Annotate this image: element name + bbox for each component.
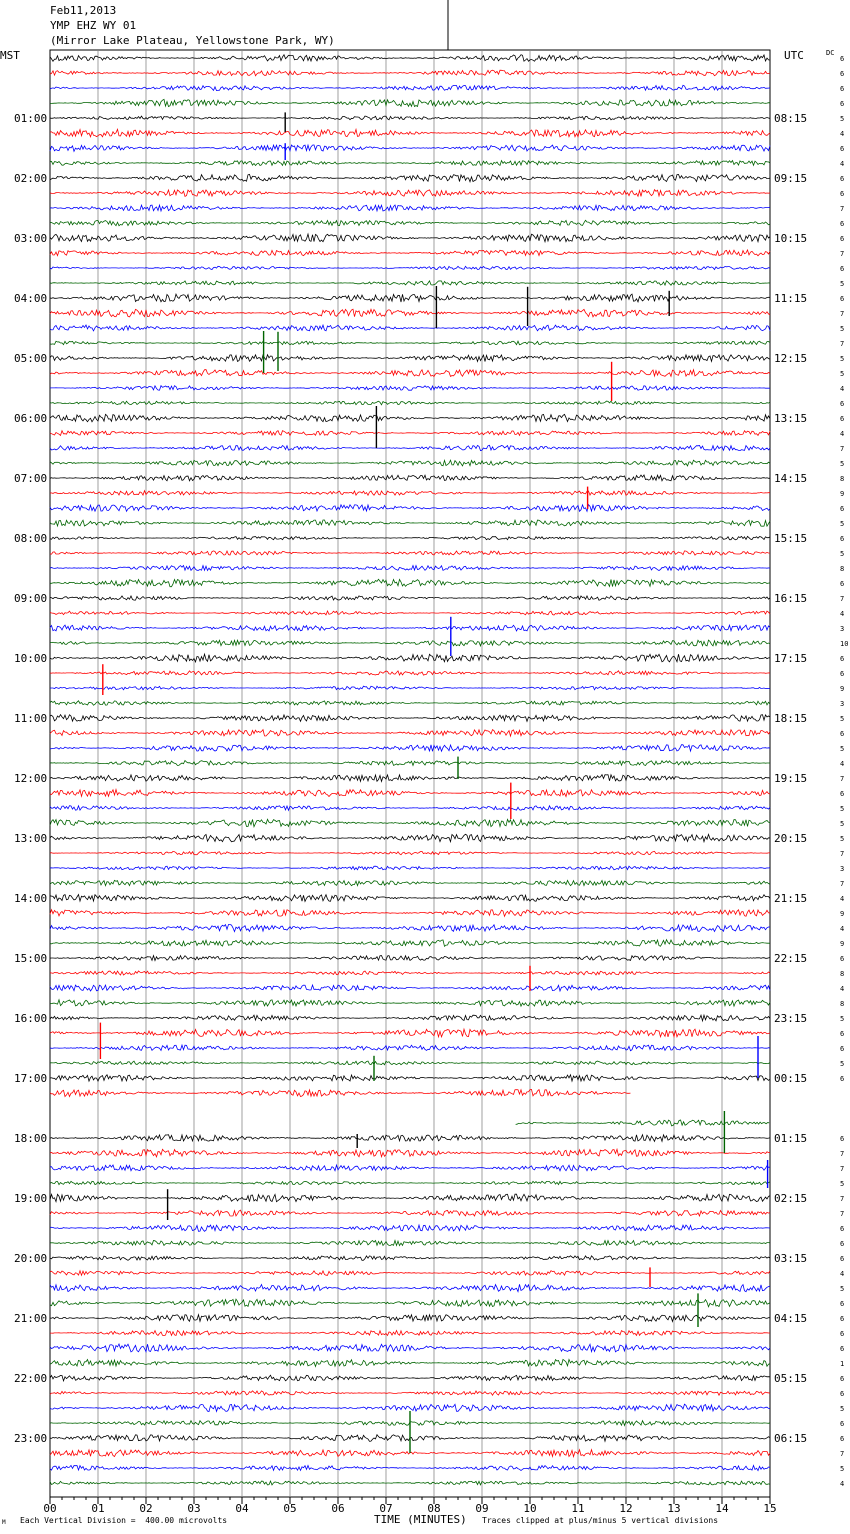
seismic-trace-row	[50, 761, 770, 766]
seismic-trace-row	[50, 895, 770, 902]
seismic-trace-row	[50, 1241, 770, 1246]
row-dc-value: 5	[840, 715, 845, 723]
row-dc-value: 5	[840, 280, 845, 288]
seismic-trace-row	[50, 1375, 770, 1381]
row-dc-value: 5	[840, 115, 845, 123]
row-dc-value: 6	[840, 70, 845, 78]
seismic-trace-row	[50, 1344, 770, 1352]
mst-hour-label: 16:00	[14, 1012, 48, 1025]
mst-hour-label: 03:00	[14, 232, 48, 245]
x-axis-label: TIME (MINUTES)	[374, 1513, 467, 1526]
seismic-trace-row	[50, 745, 770, 752]
seismic-trace-row	[50, 355, 770, 362]
row-dc-value: 6	[840, 1255, 845, 1263]
utc-hour-label: 21:15	[774, 892, 808, 905]
x-tick-label: 07	[379, 1502, 393, 1515]
seismic-trace-row	[50, 1284, 770, 1291]
row-dc-value: 5	[840, 1405, 845, 1413]
seismic-trace-row	[50, 505, 770, 512]
seismic-trace-row	[50, 640, 770, 646]
x-tick-label: 05	[283, 1502, 297, 1515]
seismic-trace-row	[50, 129, 770, 137]
row-dc-value: 7	[840, 1165, 845, 1173]
row-dc-value: 5	[840, 1285, 845, 1293]
row-dc-value: 4	[840, 430, 845, 438]
seismic-trace-row	[50, 99, 770, 106]
seismic-trace-row	[50, 1404, 770, 1411]
seismic-trace-row	[50, 686, 770, 690]
seismic-trace-row	[50, 775, 770, 782]
utc-hour-label: 05:15	[774, 1372, 808, 1385]
row-dc-value: 6	[840, 145, 845, 153]
mst-hour-label: 14:00	[14, 892, 48, 905]
seismic-trace-row	[50, 834, 770, 842]
mst-hour-label: 09:00	[14, 592, 48, 605]
utc-hour-label: 16:15	[774, 592, 808, 605]
row-dc-value: 6	[840, 235, 845, 243]
row-dc-value: 4	[840, 925, 845, 933]
row-dc-value: 8	[840, 565, 845, 573]
row-dc-value: 6	[840, 220, 845, 228]
left-timezone-label: MST	[0, 49, 20, 62]
right-timezone-label: UTC	[784, 49, 804, 62]
row-dc-value: 6	[840, 190, 845, 198]
row-dc-value: 4	[840, 130, 845, 138]
seismic-trace-row	[50, 234, 770, 242]
clip-note: Traces clipped at plus/minus 5 vertical divisions	[482, 1516, 719, 1525]
x-tick-label: 00	[43, 1502, 57, 1515]
row-dc-value: 4	[840, 760, 845, 768]
seismic-trace-row	[50, 790, 770, 797]
utc-hour-label: 23:15	[774, 1012, 808, 1025]
row-dc-value: 7	[840, 1210, 845, 1218]
seismic-trace-row	[50, 1149, 770, 1157]
row-dc-value: 6	[840, 1390, 845, 1398]
row-dc-value: 7	[840, 850, 845, 858]
utc-hour-label: 13:15	[774, 412, 808, 425]
row-dc-value: 6	[840, 1135, 845, 1143]
mst-hour-label: 17:00	[14, 1072, 48, 1085]
mst-hour-label: 20:00	[14, 1252, 48, 1265]
plot-frame	[50, 50, 770, 1497]
seismic-trace-row	[50, 596, 770, 600]
seismic-trace-row	[50, 161, 770, 166]
seismic-trace-row	[50, 414, 770, 421]
row-dc-value: 4	[840, 985, 845, 993]
chart-date: Feb11,2013	[50, 4, 117, 17]
row-dc-value: 3	[840, 700, 845, 708]
mst-hour-label: 08:00	[14, 532, 48, 545]
utc-hour-label: 04:15	[774, 1312, 808, 1325]
seismic-trace-row	[50, 551, 770, 555]
row-dc-value: 7	[840, 595, 845, 603]
row-dc-value: 4	[840, 1480, 845, 1488]
row-dc-value: 3	[840, 865, 845, 873]
row-dc-value: 6	[840, 265, 845, 273]
utc-hour-label: 18:15	[774, 712, 808, 725]
seismic-trace-row	[50, 1181, 770, 1184]
x-tick-label: 10	[523, 1502, 537, 1515]
row-dc-value: 6	[840, 415, 845, 423]
mst-hour-label: 05:00	[14, 352, 48, 365]
seismic-trace-row	[50, 250, 770, 256]
row-dc-value: 9	[840, 490, 845, 498]
mst-hour-label: 06:00	[14, 412, 48, 425]
seismic-trace-row	[50, 625, 770, 631]
row-dc-value: 6	[840, 1030, 845, 1038]
seismic-trace-row	[50, 1194, 770, 1202]
seismic-trace-row	[50, 491, 770, 496]
utc-hour-label: 22:15	[774, 952, 808, 965]
seismic-trace-row	[50, 325, 770, 331]
utc-hour-label: 11:15	[774, 292, 808, 305]
seismic-trace-row	[50, 460, 770, 466]
x-tick-label: 13	[667, 1502, 681, 1515]
x-tick-label: 01	[91, 1502, 105, 1515]
row-dc-value: 7	[840, 1195, 845, 1203]
row-dc-value: 6	[840, 85, 845, 93]
seismic-trace-row	[50, 819, 770, 826]
row-dc-value: 6	[840, 1420, 845, 1428]
mst-hour-label: 01:00	[14, 112, 48, 125]
row-dc-value: 9	[840, 910, 845, 918]
utc-hour-label: 02:15	[774, 1192, 808, 1205]
mst-hour-label: 07:00	[14, 472, 48, 485]
seismic-trace-row	[50, 654, 770, 662]
utc-hour-label: 06:15	[774, 1432, 808, 1445]
seismic-trace-row	[50, 866, 770, 870]
seismic-trace-row	[50, 1331, 770, 1336]
utc-hour-label: 01:15	[774, 1132, 808, 1145]
mst-hour-label: 04:00	[14, 292, 48, 305]
row-dc-value: 8	[840, 1000, 845, 1008]
seismic-trace-row	[50, 190, 770, 197]
seismic-trace-row	[50, 431, 770, 436]
seismic-trace-row	[50, 1466, 770, 1471]
seismic-trace-row	[50, 55, 770, 62]
row-dc-value: 6	[840, 1345, 845, 1353]
seismic-trace-row	[50, 985, 770, 991]
seismic-trace-row	[50, 910, 770, 917]
dc-label: DC	[826, 49, 835, 57]
seismic-trace-row	[50, 1225, 770, 1231]
row-dc-value: 5	[840, 745, 845, 753]
mst-hour-label: 11:00	[14, 712, 48, 725]
row-dc-value: 8	[840, 475, 845, 483]
row-dc-value: 6	[840, 670, 845, 678]
mst-hour-label: 13:00	[14, 832, 48, 845]
utc-hour-label: 15:15	[774, 532, 808, 545]
seismic-trace-row	[50, 1256, 770, 1261]
seismic-trace-row	[50, 611, 770, 615]
seismic-trace-row	[50, 386, 770, 391]
row-dc-value: 5	[840, 520, 845, 528]
seismic-trace-row	[50, 281, 770, 285]
utc-hour-label: 08:15	[774, 112, 808, 125]
row-dc-value: 6	[840, 295, 845, 303]
mst-hour-label: 12:00	[14, 772, 48, 785]
seismic-trace-row	[50, 971, 770, 975]
seismic-trace-row	[50, 925, 770, 932]
mst-hour-label: 15:00	[14, 952, 48, 965]
seismic-trace-row	[50, 205, 770, 211]
x-tick-label: 06	[331, 1502, 345, 1515]
seismic-trace-row	[50, 174, 770, 181]
scale-note: Each Vertical Division = 400.00 microvolts	[20, 1516, 228, 1525]
seismic-trace-row	[50, 1391, 770, 1395]
seismic-trace-row	[50, 1015, 770, 1021]
row-dc-value: 5	[840, 820, 845, 828]
utc-hour-label: 12:15	[774, 352, 808, 365]
seismic-trace-row	[50, 940, 770, 947]
seismic-trace-row	[516, 1120, 770, 1126]
x-tick-label: 15	[763, 1502, 777, 1515]
row-dc-value: 8	[840, 970, 845, 978]
row-dc-value: 6	[840, 1435, 845, 1443]
x-tick-label: 12	[619, 1502, 633, 1515]
x-tick-label: 14	[715, 1502, 729, 1515]
seismic-trace-row	[50, 956, 770, 961]
seismic-trace-row	[50, 1000, 770, 1006]
utc-hour-label: 03:15	[774, 1252, 808, 1265]
row-dc-value: 6	[840, 1330, 845, 1338]
mst-hour-label: 21:00	[14, 1312, 48, 1325]
seismic-trace-row	[50, 566, 770, 571]
row-dc-value: 5	[840, 1015, 845, 1023]
row-dc-value: 7	[840, 250, 845, 258]
seismic-trace-row	[50, 85, 770, 90]
seismic-trace-row	[50, 1029, 770, 1037]
x-tick-label: 04	[235, 1502, 249, 1515]
seismic-trace-row	[50, 851, 770, 854]
row-dc-value: 6	[840, 1300, 845, 1308]
seismic-trace-row	[50, 1359, 770, 1366]
seismic-trace-row	[50, 145, 770, 151]
seismic-trace-row	[50, 701, 770, 705]
row-dc-value: 6	[840, 55, 845, 63]
row-dc-value: 6	[840, 790, 845, 798]
seismic-trace-row	[50, 536, 770, 539]
seismic-trace-row	[50, 1061, 770, 1065]
row-dc-value: 5	[840, 325, 845, 333]
seismic-trace-row	[50, 1315, 770, 1322]
row-dc-value: 5	[840, 550, 845, 558]
row-dc-value: 7	[840, 1150, 845, 1158]
row-dc-value: 4	[840, 385, 845, 393]
mst-hour-label: 10:00	[14, 652, 48, 665]
seismic-trace-row	[50, 1045, 770, 1051]
seismic-trace-row	[50, 1135, 770, 1142]
utc-hour-label: 17:15	[774, 652, 808, 665]
row-dc-value: 6	[840, 535, 845, 543]
seismic-trace-row	[50, 1271, 770, 1276]
seismic-trace-row	[50, 520, 770, 526]
seismic-trace-row	[50, 1481, 770, 1485]
mst-hour-label: 19:00	[14, 1192, 48, 1205]
row-dc-value: 7	[840, 1450, 845, 1458]
row-dc-value: 4	[840, 160, 845, 168]
station-code: YMP EHZ WY 01	[50, 19, 137, 32]
row-dc-value: 5	[840, 835, 845, 843]
utc-hour-label: 10:15	[774, 232, 808, 245]
x-tick-label: 11	[571, 1502, 585, 1515]
row-dc-value: 6	[840, 955, 845, 963]
utc-hour-label: 09:15	[774, 172, 808, 185]
row-dc-value: 7	[840, 880, 845, 888]
utc-hour-label: 00:15	[774, 1072, 808, 1085]
seismic-trace-row	[50, 1299, 770, 1307]
x-tick-label: 09	[475, 1502, 489, 1515]
seismic-trace-row	[50, 730, 770, 737]
row-dc-value: 7	[840, 775, 845, 783]
row-dc-value: 3	[840, 625, 845, 633]
seismic-trace-row	[50, 1089, 631, 1096]
row-dc-value: 7	[840, 340, 845, 348]
x-tick-label: 03	[187, 1502, 201, 1515]
utc-hour-label: 14:15	[774, 472, 808, 485]
row-dc-value: 5	[840, 1180, 845, 1188]
station-location: (Mirror Lake Plateau, Yellowstone Park, WY)	[50, 34, 335, 47]
row-dc-value: 6	[840, 100, 845, 108]
row-dc-value: 6	[840, 1375, 845, 1383]
seismic-trace-row	[50, 880, 770, 885]
row-dc-value: 5	[840, 460, 845, 468]
seismic-trace-row	[50, 266, 770, 269]
seismic-trace-row	[50, 715, 770, 722]
row-dc-value: 4	[840, 895, 845, 903]
mst-hour-label: 22:00	[14, 1372, 48, 1385]
row-dc-value: 7	[840, 310, 845, 318]
row-dc-value: 6	[840, 505, 845, 513]
seismic-trace-row	[50, 309, 770, 317]
seismic-trace-row	[50, 671, 770, 675]
row-dc-value: 7	[840, 445, 845, 453]
row-dc-value: 5	[840, 805, 845, 813]
utc-hour-label: 20:15	[774, 832, 808, 845]
seismic-trace-row	[50, 579, 770, 586]
row-dc-value: 6	[840, 1225, 845, 1233]
row-dc-value: 5	[840, 1465, 845, 1473]
seismic-trace-row	[50, 70, 770, 76]
seismic-trace-row	[50, 445, 770, 450]
row-dc-value: 6	[840, 1315, 845, 1323]
seismic-trace-row	[50, 1075, 770, 1081]
seismic-trace-row	[50, 370, 770, 377]
row-dc-value: 6	[840, 580, 845, 588]
seismic-trace-row	[50, 806, 770, 811]
x-tick-label: 02	[139, 1502, 153, 1515]
row-dc-value: 6	[840, 1045, 845, 1053]
row-dc-value: 6	[840, 655, 845, 663]
row-dc-value: 6	[840, 400, 845, 408]
row-dc-value: 9	[840, 685, 845, 693]
row-dc-value: 5	[840, 370, 845, 378]
seismic-trace-row	[50, 341, 770, 345]
mst-hour-label: 02:00	[14, 172, 48, 185]
seismic-trace-row	[50, 401, 770, 405]
row-dc-value: 7	[840, 205, 845, 213]
seismic-trace-row	[50, 1210, 770, 1216]
seismic-trace-row	[50, 294, 770, 302]
row-dc-value: 10	[840, 640, 849, 648]
seismic-trace-row	[50, 220, 770, 225]
mst-hour-label: 18:00	[14, 1132, 48, 1145]
row-dc-value: 5	[840, 1060, 845, 1068]
seismic-trace-row	[50, 116, 770, 120]
row-dc-value: 5	[840, 355, 845, 363]
row-dc-value: 4	[840, 1270, 845, 1278]
row-dc-value: 6	[840, 1240, 845, 1248]
utc-hour-label: 19:15	[774, 772, 808, 785]
seismic-trace-row	[50, 475, 770, 481]
mst-hour-label: 23:00	[14, 1432, 48, 1445]
row-dc-value: 1	[840, 1360, 845, 1368]
row-dc-value: 9	[840, 940, 845, 948]
seismic-trace-row	[50, 1165, 770, 1171]
row-dc-value: 6	[840, 1075, 845, 1083]
corner-mark: M	[2, 1519, 6, 1526]
x-tick-label: 08	[427, 1502, 441, 1515]
row-dc-value: 6	[840, 730, 845, 738]
row-dc-value: 4	[840, 610, 845, 618]
row-dc-value: 6	[840, 175, 845, 183]
